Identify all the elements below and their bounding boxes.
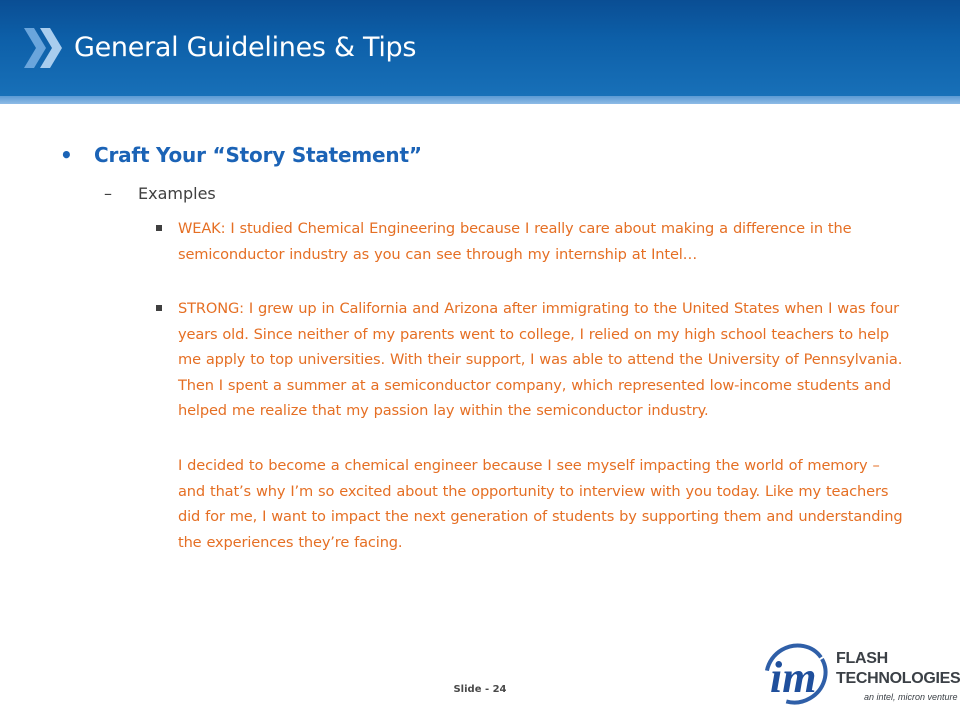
svg-text:im: im [770,653,817,702]
square-bullet-icon [156,305,162,311]
logo-text-flash: FLASH [836,650,888,667]
slide-title: General Guidelines & Tips [74,32,417,63]
slide-number: Slide - 24 [453,684,507,695]
strong-example: STRONG: I grew up in California and Arizona after immigrating to the United States when I was four years old. Since neither of my parents went to college, I relied on my high school teachers to help me apply to top universities. With their support, I was able to attend the University of Pennsylvania. Then I spent a summer at a semiconductor company, which represented low-income students and helped me realize that my passion lay within the semiconductor industry. [178,300,903,420]
company-logo [760,640,960,708]
square-bullet-icon [156,225,162,231]
logo-tagline: an intel, micron venture [864,692,958,702]
bullet-dot: • [60,143,73,167]
subheading-examples: Examples [138,184,216,203]
strong-example-continuation: I decided to become a chemical engineer because I see myself impacting the world of memory – and that’s why I’m so excited about the opportunity to interview with you today. Like my teachers did for me, I want to impact the next generation of students by supporting them and understanding the experiences they’re facing. [178,457,903,551]
bullet-heading: Craft Your “Story Statement” [94,143,422,167]
weak-example: WEAK: I studied Chemical Engineering because I really care about making a difference in the semiconductor industry as you can see through my internship at Intel… [178,220,852,263]
logo-text-technologies: TECHNOLOGIES [836,670,960,687]
im-logo-mark [760,640,832,708]
bullet-dash: – [104,184,112,203]
